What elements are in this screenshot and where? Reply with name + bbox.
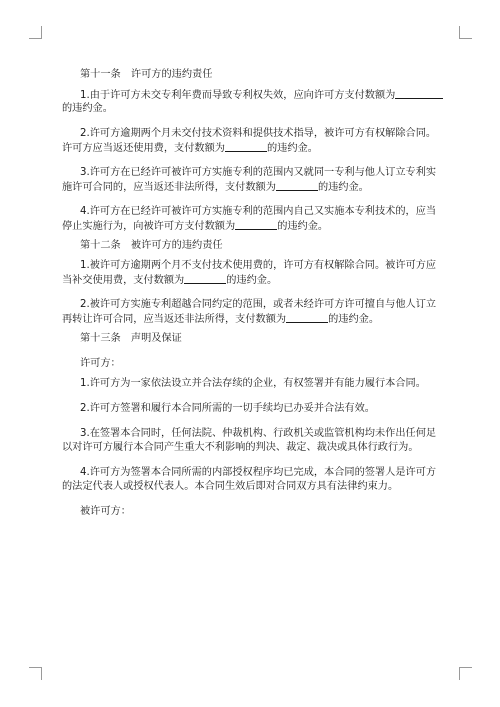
crop-mark-bottom-left bbox=[29, 667, 42, 680]
clause-text: 的违约金。 bbox=[267, 143, 318, 154]
licensee-label: 被许可方： bbox=[80, 506, 131, 517]
article-11-clause-4: 4.许可方在已经许可被许可方实施专利的范围内自己又实施本专利技术的，应当 bbox=[80, 206, 437, 217]
article-11-clause-1-cont: 的违约金。 bbox=[62, 103, 113, 114]
article-12-heading: 第十二条 被许可方的违约责任 bbox=[80, 240, 223, 251]
article-11-clause-3-cont bbox=[62, 180, 442, 194]
blank-field bbox=[184, 273, 226, 284]
blank-field bbox=[235, 219, 277, 230]
article-11-clause-4-cont bbox=[62, 219, 442, 233]
article-11-clause-2-cont bbox=[62, 141, 442, 155]
clause-text: 施许可合同的，应当返还非法所得，支付数额为 bbox=[62, 182, 276, 193]
article-13-clause-4: 4.许可方为签署本合同所需的内部授权程序均已完成，本合同的签署人是许可方 bbox=[80, 467, 437, 478]
clause-text: 停止实施行为，向被许可方支付数额为 bbox=[62, 221, 236, 232]
article-13-clause-1: 1.许可方为一家依法设立并合法存续的企业，有权签署并有能力履行本合同。 bbox=[80, 378, 426, 389]
clause-text: 的违约金。 bbox=[328, 314, 380, 325]
blank-field bbox=[225, 141, 267, 152]
blank-field bbox=[395, 88, 443, 99]
crop-mark-top-right bbox=[459, 26, 472, 39]
article-13-clause-3-cont: 以对许可方履行本合同产生重大不利影响的判决、裁定、裁决或具体行政行为。 bbox=[62, 442, 419, 453]
clause-text: 再转让许可合同，应当返还非法所得，支付数额为 bbox=[62, 314, 287, 325]
clause-text: 1.由于许可方未交专利年费而导致专利权失效，应向许可方支付数额为 bbox=[80, 90, 396, 101]
licensor-label: 许可方： bbox=[80, 358, 121, 369]
blank-field bbox=[276, 180, 318, 191]
article-13-clause-3: 3.在签署本合同时，任何法院、仲裁机构、行政机关或监管机构均未作出任何足 bbox=[80, 428, 437, 439]
article-13-heading: 第十三条 声明及保证 bbox=[80, 333, 182, 344]
article-11-heading: 第十一条 许可方的违约责任 bbox=[80, 69, 213, 80]
clause-text: 当补交使用费，支付数额为 bbox=[62, 275, 185, 286]
crop-mark-top-left bbox=[29, 26, 42, 39]
document-body bbox=[62, 68, 442, 519]
article-12-clause-2: 2.被许可方实施专利超越合同约定的范围，或者未经许可方许可擅自与他人订立 bbox=[80, 299, 437, 310]
article-11-clause-2: 2.许可方逾期两个月未交付技术资料和提供技术指导，被许可方有权解除合同。 bbox=[80, 128, 437, 139]
article-12-clause-1-cont bbox=[62, 273, 442, 287]
article-12-clause-2-cont bbox=[62, 312, 442, 326]
article-11-clause-1 bbox=[62, 88, 442, 102]
clause-text: 许可方应当返还使用费，支付数额为 bbox=[62, 143, 225, 154]
clause-text: 的违约金。 bbox=[317, 182, 369, 193]
blank-field bbox=[286, 312, 328, 323]
clause-text: 的违约金。 bbox=[226, 275, 278, 286]
article-13-clause-2: 2.许可方签署和履行本合同所需的一切手续均已办妥并合法有效。 bbox=[80, 403, 375, 414]
article-12-clause-1: 1.被许可方逾期两个月不支付技术使用费的，许可方有权解除合同。被许可方应 bbox=[80, 260, 437, 271]
crop-mark-bottom-right bbox=[459, 667, 472, 680]
clause-text: 的违约金。 bbox=[277, 221, 329, 232]
article-11-clause-3: 3.许可方在已经许可被许可方实施专利的范围内又就同一专利与他人订立专利实 bbox=[80, 167, 437, 178]
article-13-clause-4-cont: 的法定代表人或授权代表人。本合同生效后即对合同双方具有法律约束力。 bbox=[62, 481, 399, 492]
